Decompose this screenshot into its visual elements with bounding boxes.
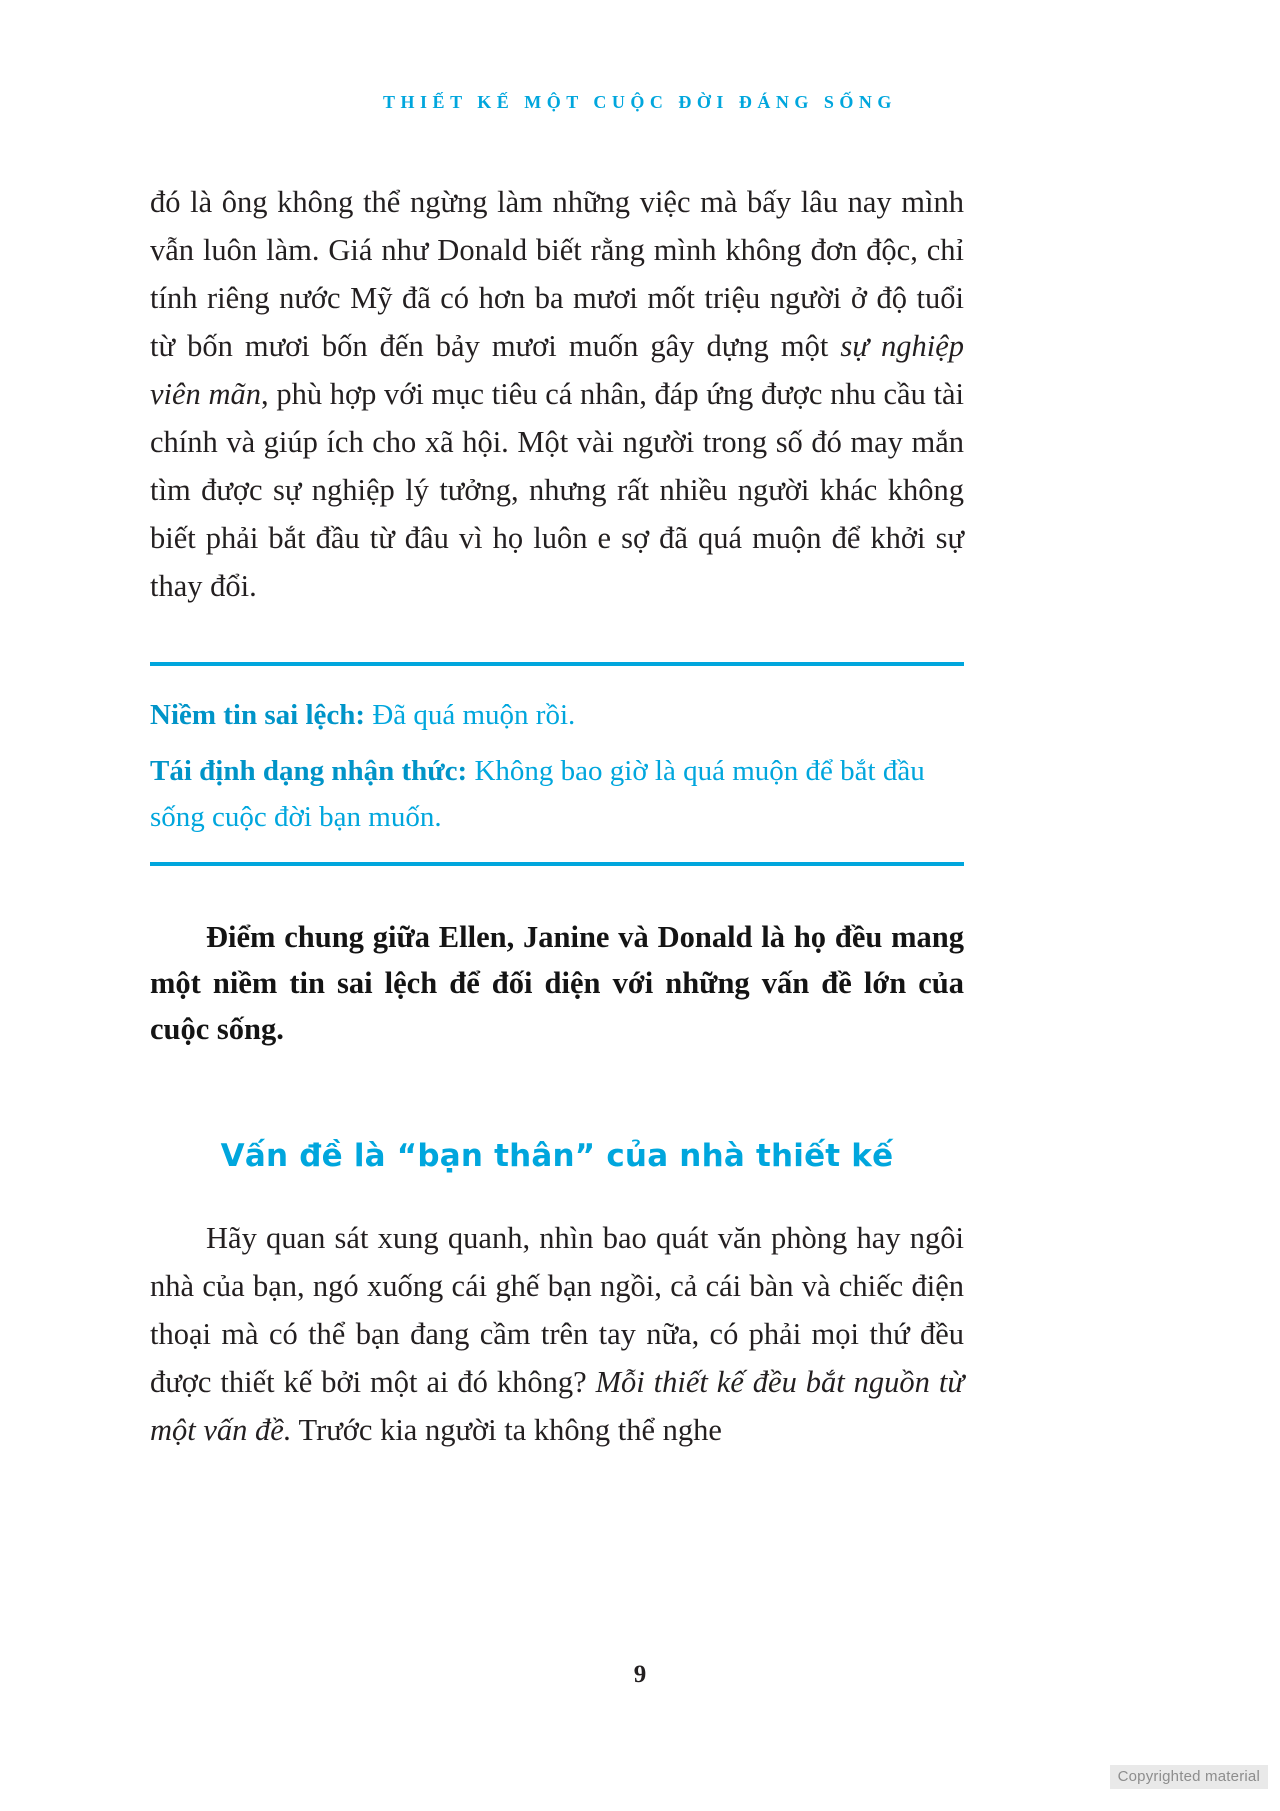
callout-line-reframe	[150, 748, 964, 840]
paragraph-opening-text-2: , phù hợp với mục tiêu cá nhân, đáp ứng được nhu cầu tài chính và giúp ích cho xã hội. Một vài người trong số đó may mắn tìm được sự nghiệp lý tưởng, nhưng rất nhiều người khác không biết phải bắt đầu từ đâu vì họ luôn e sợ đã quá muộn để khởi sự thay đổi.	[150, 377, 965, 603]
callout-line-false-belief	[150, 692, 964, 738]
running-head: THIẾT KẾ MỘT CUỘC ĐỜI ĐÁNG SỐNG	[383, 92, 897, 112]
copyright-watermark: Copyrighted material	[1110, 1765, 1268, 1789]
paragraph-section-text-2: Trước kia người ta không thể nghe	[291, 1413, 722, 1447]
page-number: 9	[633, 1661, 647, 1688]
callout-text-reframe: Không bao giờ là quá muộn để bắt đầu sống cuộc đời bạn muốn.	[150, 755, 925, 833]
callout-label-reframe: Tái định dạng nhận thức:	[150, 755, 468, 787]
page-content	[150, 178, 964, 1454]
spacer-after-heading	[150, 1174, 964, 1214]
paragraph-opening-text-1: đó là ông không thể ngừng làm những việc mà bấy lâu nay mình vẫn luôn làm. Giá như Donald biết rằng mình không đơn độc, chỉ tính riêng nước Mỹ đã có hơn ba mươi mốt triệu người ở độ tuổi từ bốn mươi bốn đến bảy mươi muốn gây dựng một	[150, 185, 964, 363]
paragraph-opening-italic-1: sự nghiệp viên mãn	[150, 329, 964, 411]
paragraph-section-text-1: Hãy quan sát xung quanh, nhìn bao quát văn phòng hay ngôi nhà của bạn, ngó xuống cái ghế bạn ngồi, cả cái bàn và chiếc điện thoại mà có thể bạn đang cầm trên tay nữa, có phải mọi thứ đều được thiết kế bởi một ai đó không?	[150, 1221, 964, 1399]
paragraph-section-italic-1: Mỗi thiết kế đều bắt nguồn từ một vấn đề.	[150, 1365, 964, 1447]
paragraph-section-body	[150, 1214, 964, 1454]
section-heading: Vấn đề là “bạn thân” của nhà thiết kế	[220, 1138, 894, 1174]
callout-text-false-belief: Đã quá muộn rồi.	[365, 699, 576, 731]
paragraph-summary-bold: Điểm chung giữa Ellen, Janine và Donald là họ đều mang một niềm tin sai lệch để đối diện với những vấn đề lớn của cuộc sống.	[150, 920, 964, 1046]
spacer-before-heading	[150, 1052, 964, 1138]
callout-box	[150, 662, 964, 866]
paragraph-opening	[150, 178, 964, 610]
callout-rule-bottom	[150, 862, 964, 866]
callout-inner	[150, 666, 964, 862]
callout-label-false-belief: Niềm tin sai lệch:	[150, 699, 366, 731]
